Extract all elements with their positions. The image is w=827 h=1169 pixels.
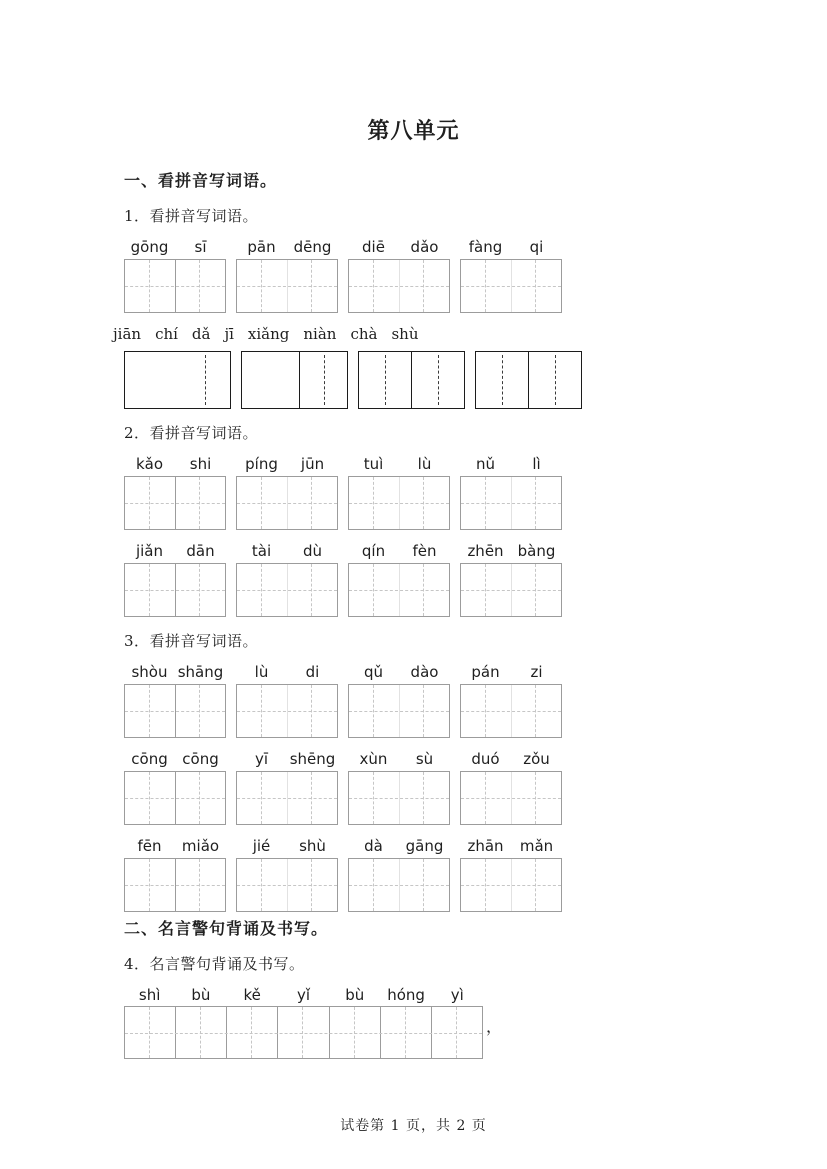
pinyin-syllable: cōng bbox=[131, 750, 168, 768]
answer-cell bbox=[125, 859, 175, 911]
pinyin-word bbox=[348, 663, 450, 681]
pinyin-syllable: dù bbox=[302, 542, 323, 560]
answer-cell bbox=[349, 260, 399, 312]
answer-cell bbox=[511, 564, 562, 616]
answer-grid bbox=[124, 476, 226, 530]
answer-grid bbox=[348, 858, 450, 912]
answer-cell bbox=[476, 352, 528, 408]
pinyin-syllable: zhān bbox=[467, 837, 504, 855]
answer-box-row bbox=[124, 259, 594, 313]
pinyin-syllable: dēng bbox=[293, 238, 332, 256]
answer-cell bbox=[242, 352, 299, 408]
answer-cell bbox=[277, 1007, 328, 1058]
sentence-row bbox=[124, 1006, 594, 1059]
answer-cell bbox=[175, 260, 226, 312]
answer-cell bbox=[287, 260, 338, 312]
answer-cell bbox=[125, 564, 175, 616]
answer-grid bbox=[241, 351, 348, 409]
pinyin-word bbox=[460, 238, 562, 256]
answer-cell bbox=[287, 685, 338, 737]
answer-cell bbox=[226, 1007, 277, 1058]
pinyin-syllable: yī bbox=[254, 750, 269, 768]
pinyin-word bbox=[348, 837, 450, 855]
answer-cell bbox=[461, 477, 511, 529]
answer-cell bbox=[359, 352, 411, 408]
answer-cell bbox=[461, 772, 511, 824]
answer-grid bbox=[236, 684, 338, 738]
pinyin-syllable: miǎo bbox=[181, 837, 220, 855]
answer-box-row bbox=[124, 351, 594, 409]
pinyin-syllable: gōng bbox=[130, 238, 169, 256]
pinyin-word bbox=[348, 542, 450, 560]
pinyin-syllable: chà bbox=[350, 325, 378, 343]
answer-box-row bbox=[124, 858, 594, 912]
answer-cell bbox=[349, 564, 399, 616]
dash-guide bbox=[385, 355, 386, 405]
pinyin-syllable: gāng bbox=[405, 837, 444, 855]
answer-cell bbox=[125, 772, 175, 824]
pinyin-syllable: shēng bbox=[289, 750, 336, 768]
pinyin-word bbox=[460, 750, 562, 768]
item-label: 3．看拼音写词语。 bbox=[124, 632, 259, 650]
answer-cell bbox=[175, 477, 226, 529]
answer-grid bbox=[348, 259, 450, 313]
pinyin-syllable: diē bbox=[362, 238, 385, 256]
pinyin-syllable: xiǎng bbox=[247, 325, 290, 343]
pinyin-syllable: tuì bbox=[363, 455, 384, 473]
answer-grid bbox=[124, 259, 226, 313]
answer-cell bbox=[287, 859, 338, 911]
pinyin-syllable: qín bbox=[361, 542, 386, 560]
answer-grid bbox=[460, 563, 562, 617]
pinyin-syllable: pān bbox=[247, 238, 276, 256]
worksheet-content bbox=[113, 170, 594, 1059]
pinyin-syllable: qi bbox=[529, 238, 544, 256]
answer-cell bbox=[399, 260, 450, 312]
dash-guide bbox=[555, 355, 556, 405]
answer-grid bbox=[124, 563, 226, 617]
pinyin-syllable: di bbox=[305, 663, 320, 681]
pinyin-syllable: fèn bbox=[412, 542, 437, 560]
answer-grid bbox=[460, 858, 562, 912]
trailing-comma: ， bbox=[486, 1017, 503, 1036]
pinyin-word bbox=[348, 750, 450, 768]
pinyin-syllable: dǎ bbox=[191, 325, 211, 343]
pinyin-syllable: nǔ bbox=[475, 455, 495, 473]
pinyin-row bbox=[124, 750, 594, 768]
answer-cell bbox=[175, 859, 226, 911]
page-title: 第八单元 bbox=[367, 119, 460, 144]
answer-grid bbox=[460, 476, 562, 530]
pinyin-syllable: dào bbox=[410, 663, 439, 681]
answer-cell bbox=[511, 685, 562, 737]
pinyin-syllable: dà bbox=[364, 837, 383, 855]
pinyin-row bbox=[124, 986, 483, 1004]
pinyin-syllable: shì bbox=[138, 986, 161, 1004]
pinyin-syllable: zhēn bbox=[467, 542, 504, 560]
answer-cell bbox=[125, 260, 175, 312]
answer-cell bbox=[287, 477, 338, 529]
pinyin-syllable: shù bbox=[391, 325, 419, 343]
pinyin-word bbox=[348, 455, 450, 473]
answer-cell bbox=[399, 685, 450, 737]
pinyin-syllable: lù bbox=[417, 455, 432, 473]
answer-cell bbox=[349, 772, 399, 824]
pinyin-syllable: jūn bbox=[300, 455, 325, 473]
answer-grid bbox=[236, 771, 338, 825]
item-label: 2．看拼音写词语。 bbox=[124, 424, 259, 442]
answer-cell bbox=[287, 772, 338, 824]
answer-cell bbox=[175, 564, 226, 616]
answer-cell bbox=[461, 685, 511, 737]
pinyin-syllable: dǎo bbox=[410, 238, 439, 256]
answer-grid bbox=[236, 858, 338, 912]
answer-cell bbox=[349, 477, 399, 529]
answer-cell bbox=[125, 352, 230, 408]
dash-guide bbox=[438, 355, 439, 405]
pinyin-syllable: qǔ bbox=[363, 663, 384, 681]
pinyin-syllable: tài bbox=[251, 542, 272, 560]
answer-grid bbox=[460, 684, 562, 738]
answer-cell bbox=[237, 564, 287, 616]
answer-box-row bbox=[124, 563, 594, 617]
answer-cell bbox=[349, 859, 399, 911]
answer-cell bbox=[237, 477, 287, 529]
pinyin-syllable: niàn bbox=[303, 325, 337, 343]
answer-grid bbox=[460, 259, 562, 313]
pinyin-row bbox=[124, 238, 594, 256]
section-heading: 二、名言警句背诵及书写。 bbox=[124, 919, 329, 938]
pinyin-row bbox=[124, 542, 594, 560]
pinyin-syllable: hóng bbox=[387, 986, 425, 1004]
answer-grid bbox=[236, 259, 338, 313]
answer-grid bbox=[236, 563, 338, 617]
pinyin-syllable: jiān bbox=[113, 325, 142, 343]
pinyin-word bbox=[236, 663, 338, 681]
dash-guide bbox=[502, 355, 503, 405]
answer-cell bbox=[299, 352, 347, 408]
answer-cell bbox=[411, 352, 464, 408]
pinyin-word bbox=[236, 750, 338, 768]
answer-cell bbox=[399, 564, 450, 616]
answer-grid bbox=[348, 684, 450, 738]
answer-cell bbox=[431, 1007, 482, 1058]
answer-cell bbox=[237, 772, 287, 824]
pinyin-word bbox=[236, 238, 338, 256]
sentence-answer-grid bbox=[124, 1006, 483, 1059]
pinyin-word bbox=[124, 837, 226, 855]
pinyin-syllable: píng bbox=[245, 455, 278, 473]
pinyin-word bbox=[124, 455, 226, 473]
pinyin-syllable: shāng bbox=[177, 663, 224, 681]
answer-cell bbox=[125, 1007, 175, 1058]
answer-grid bbox=[348, 476, 450, 530]
answer-cell bbox=[399, 477, 450, 529]
answer-box-row bbox=[124, 684, 594, 738]
answer-cell bbox=[380, 1007, 431, 1058]
pinyin-row bbox=[124, 663, 594, 681]
pinyin-syllable: zǒu bbox=[523, 750, 550, 768]
pinyin-word bbox=[460, 542, 562, 560]
pinyin-line bbox=[113, 325, 594, 343]
pinyin-word bbox=[124, 238, 226, 256]
pinyin-syllable: cōng bbox=[182, 750, 219, 768]
answer-grid bbox=[124, 684, 226, 738]
pinyin-syllable: pán bbox=[471, 663, 500, 681]
answer-cell bbox=[511, 260, 562, 312]
pinyin-syllable: lì bbox=[532, 455, 541, 473]
answer-cell bbox=[511, 772, 562, 824]
item-label: 1．看拼音写词语。 bbox=[124, 207, 259, 225]
answer-cell bbox=[125, 477, 175, 529]
pinyin-syllable: yì bbox=[450, 986, 464, 1004]
answer-grid bbox=[348, 563, 450, 617]
answer-cell bbox=[399, 859, 450, 911]
pinyin-syllable: jī bbox=[224, 325, 234, 343]
pinyin-syllable: fēn bbox=[137, 837, 162, 855]
answer-cell bbox=[329, 1007, 380, 1058]
pinyin-syllable: mǎn bbox=[519, 837, 554, 855]
answer-cell bbox=[511, 477, 562, 529]
pinyin-syllable: chí bbox=[155, 325, 178, 343]
pinyin-syllable: lù bbox=[254, 663, 269, 681]
pinyin-word bbox=[124, 663, 226, 681]
pinyin-syllable: dān bbox=[186, 542, 215, 560]
answer-cell bbox=[461, 564, 511, 616]
pinyin-syllable: zi bbox=[530, 663, 543, 681]
pinyin-word bbox=[460, 837, 562, 855]
pinyin-syllable: jiǎn bbox=[135, 542, 164, 560]
answer-grid bbox=[124, 351, 231, 409]
pinyin-syllable: yǐ bbox=[296, 986, 310, 1004]
answer-cell bbox=[461, 260, 511, 312]
answer-cell bbox=[287, 564, 338, 616]
pinyin-word bbox=[124, 542, 226, 560]
pinyin-word bbox=[460, 663, 562, 681]
pinyin-syllable: kě bbox=[243, 986, 261, 1004]
answer-cell bbox=[237, 685, 287, 737]
answer-cell bbox=[237, 859, 287, 911]
pinyin-syllable: bù bbox=[191, 986, 211, 1004]
pinyin-syllable: sù bbox=[415, 750, 434, 768]
answer-grid bbox=[124, 858, 226, 912]
answer-cell bbox=[175, 772, 226, 824]
answer-cell bbox=[399, 772, 450, 824]
dash-guide bbox=[205, 355, 206, 405]
item-label: 4．名言警句背诵及书写。 bbox=[124, 955, 305, 973]
answer-box-row bbox=[124, 771, 594, 825]
pinyin-syllable: shòu bbox=[131, 663, 168, 681]
answer-cell bbox=[175, 1007, 226, 1058]
answer-cell bbox=[528, 352, 581, 408]
pinyin-syllable: bàng bbox=[517, 542, 556, 560]
dash-guide bbox=[324, 355, 325, 405]
pinyin-syllable: sī bbox=[194, 238, 207, 256]
pinyin-word bbox=[460, 455, 562, 473]
answer-grid bbox=[475, 351, 582, 409]
answer-cell bbox=[175, 685, 226, 737]
answer-box-row bbox=[124, 476, 594, 530]
answer-cell bbox=[511, 859, 562, 911]
pinyin-syllable: kǎo bbox=[135, 455, 164, 473]
answer-grid bbox=[358, 351, 465, 409]
pinyin-word bbox=[348, 238, 450, 256]
answer-grid bbox=[236, 476, 338, 530]
answer-grid bbox=[124, 771, 226, 825]
pinyin-word bbox=[236, 542, 338, 560]
pinyin-syllable: jié bbox=[252, 837, 271, 855]
pinyin-syllable: shù bbox=[299, 837, 326, 855]
section-heading: 一、看拼音写词语。 bbox=[124, 171, 278, 190]
pinyin-word bbox=[236, 455, 338, 473]
answer-cell bbox=[349, 685, 399, 737]
pinyin-word bbox=[236, 837, 338, 855]
answer-cell bbox=[237, 260, 287, 312]
page-footer: 试卷第 1 页，共 2 页 bbox=[340, 1118, 487, 1134]
pinyin-syllable: bù bbox=[345, 986, 365, 1004]
answer-grid bbox=[348, 771, 450, 825]
pinyin-word bbox=[124, 750, 226, 768]
answer-grid bbox=[460, 771, 562, 825]
pinyin-syllable: shi bbox=[189, 455, 212, 473]
pinyin-row bbox=[124, 837, 594, 855]
answer-cell bbox=[461, 859, 511, 911]
answer-cell bbox=[125, 685, 175, 737]
pinyin-syllable: duó bbox=[471, 750, 500, 768]
pinyin-syllable: fàng bbox=[468, 238, 503, 256]
pinyin-syllable: xùn bbox=[359, 750, 388, 768]
pinyin-row bbox=[124, 455, 594, 473]
